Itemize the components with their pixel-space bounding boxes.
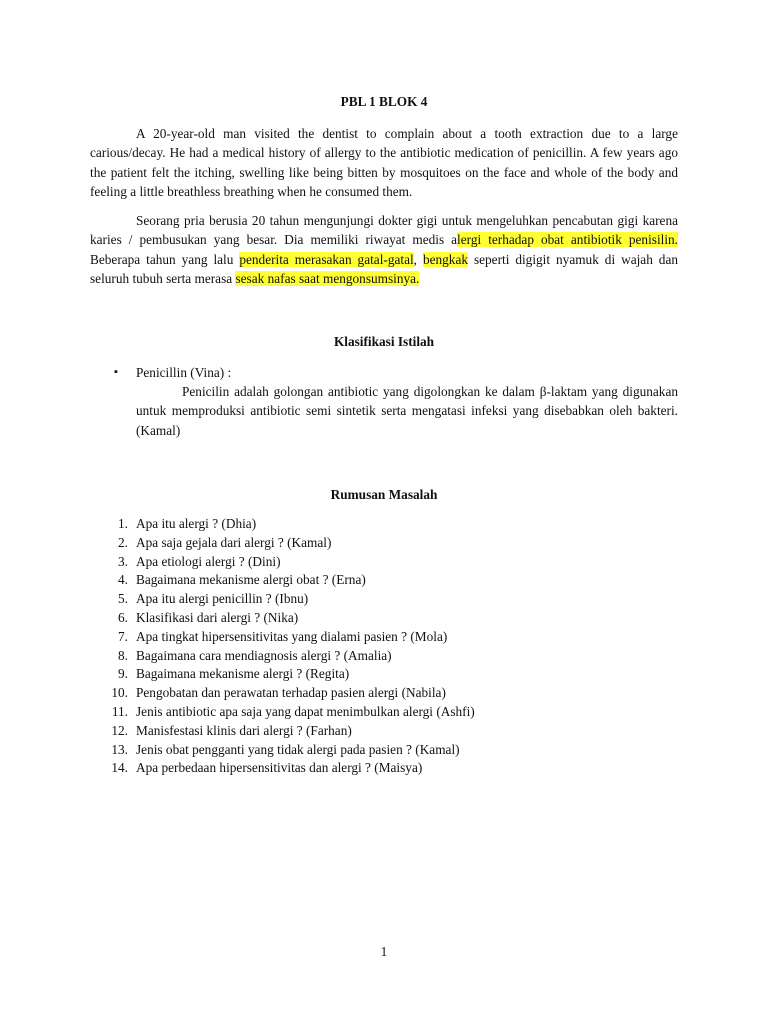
highlight-allergy-penicillin: lergi terhadap obat antibiotik penisilin. <box>457 232 678 248</box>
highlight-swelling: bengkak <box>422 251 468 267</box>
list-item <box>90 684 678 703</box>
list-item <box>90 515 678 534</box>
heading-rumusan-masalah: Rumusan Masalah <box>330 487 438 502</box>
list-item <box>90 665 678 684</box>
list-item-text: Apa tingkat hipersensitivitas yang dialami pasien ? (Mola) <box>136 628 448 644</box>
list-item-number: 10. <box>111 685 128 701</box>
square-bullet-icon: ▪ <box>114 366 118 378</box>
list-item-text: Bagaimana mekanisme alergi ? (Regita) <box>136 666 350 682</box>
list-item <box>90 553 678 572</box>
list-item-number: 3. <box>118 553 128 569</box>
list-item <box>90 741 678 760</box>
paragraph-id-text-4: seperti digigit nyamuk di wajah dan seluruh tubuh serta merasa <box>90 251 678 287</box>
list-item-number: 7. <box>118 628 128 644</box>
list-item-text: Apa perbedaan hipersensitivitas dan alergi ? (Maisya) <box>136 760 423 776</box>
heading-klasifikasi-istilah: Klasifikasi Istilah <box>333 334 435 349</box>
list-item <box>90 571 678 590</box>
document-title: PBL 1 BLOK 4 <box>340 94 428 109</box>
list-item-number: 11. <box>111 703 128 719</box>
list-item-text: Jenis antibiotic apa saja yang dapat menimbulkan alergi (Ashfi) <box>136 703 475 719</box>
list-item-text: Apa itu alergi penicillin ? (Ibnu) <box>136 591 309 607</box>
term-title: Penicillin (Vina) : <box>136 365 232 380</box>
list-item-number: 14. <box>111 760 128 776</box>
term-definition: Penicilin adalah golongan antibiotic yang digolongkan ke dalam β-laktam yang digunakan untuk memproduksi antibiotic semi sintetik serta mengatasi infeksi yang disebabkan oleh bakteri. (Kamal) <box>136 384 678 438</box>
list-item-number: 2. <box>118 534 128 550</box>
page-number: 1 <box>380 944 388 959</box>
list-item-number: 5. <box>118 591 128 607</box>
list-item <box>90 590 678 609</box>
question-list <box>90 515 678 778</box>
list-item <box>90 647 678 666</box>
paragraph-english: A 20-year-old man visited the dentist to complain about a tooth extraction due to a large carious/decay. He had a medical history of allergy to the antibiotic medication of penicillin. A few years ago the patient felt the itching, swelling like being bitten by mosquitoes on the face and whole of the body and feeling a little breathless breathing when he consumed them. <box>90 126 678 200</box>
paragraph-id-text-3: , <box>413 251 423 267</box>
list-item <box>90 609 678 628</box>
list-item <box>90 722 678 741</box>
list-item-number: 1. <box>118 516 128 531</box>
list-item <box>90 703 678 722</box>
list-item-text: Klasifikasi dari alergi ? (Nika) <box>136 609 299 625</box>
paragraph-id-text-2: Beberapa tahun yang lalu <box>90 251 240 267</box>
paragraph-indonesian <box>90 211 678 289</box>
list-item <box>90 534 678 553</box>
list-item-text: Apa saja gejala dari alergi ? (Kamal) <box>136 534 332 550</box>
list-item-text: Apa etiologi alergi ? (Dini) <box>136 553 281 569</box>
list-item <box>90 628 678 647</box>
list-item-number: 8. <box>118 647 128 663</box>
list-item-number: 9. <box>118 666 128 682</box>
list-item-text: Bagaimana cara mendiagnosis alergi ? (Amalia) <box>136 647 392 663</box>
highlight-itching: penderita merasakan gatal-gatal <box>239 251 414 267</box>
list-item-number: 4. <box>118 572 128 588</box>
list-item-text: Jenis obat pengganti yang tidak alergi pada pasien ? (Kamal) <box>136 741 460 757</box>
list-item-text: Manisfestasi klinis dari alergi ? (Farhan) <box>136 722 352 738</box>
list-item-number: 6. <box>118 609 128 625</box>
paragraph-id-text-1: Seorang pria berusia 20 tahun mengunjungi dokter gigi untuk mengeluhkan pencabutan gigi karena karies / pembusukan yang besar. Dia memiliki riwayat medis a <box>90 213 678 248</box>
list-item-text: Bagaimana mekanisme alergi obat ? (Erna) <box>136 572 366 588</box>
list-item-number: 12. <box>111 722 128 738</box>
list-item-number: 13. <box>111 741 128 757</box>
highlight-breathless: sesak nafas saat mengonsumsinya. <box>235 271 420 287</box>
list-item-text: Pengobatan dan perawatan terhadap pasien alergi (Nabila) <box>136 685 446 701</box>
list-item-text: Apa itu alergi ? (Dhia) <box>136 516 257 531</box>
list-item <box>90 759 678 778</box>
